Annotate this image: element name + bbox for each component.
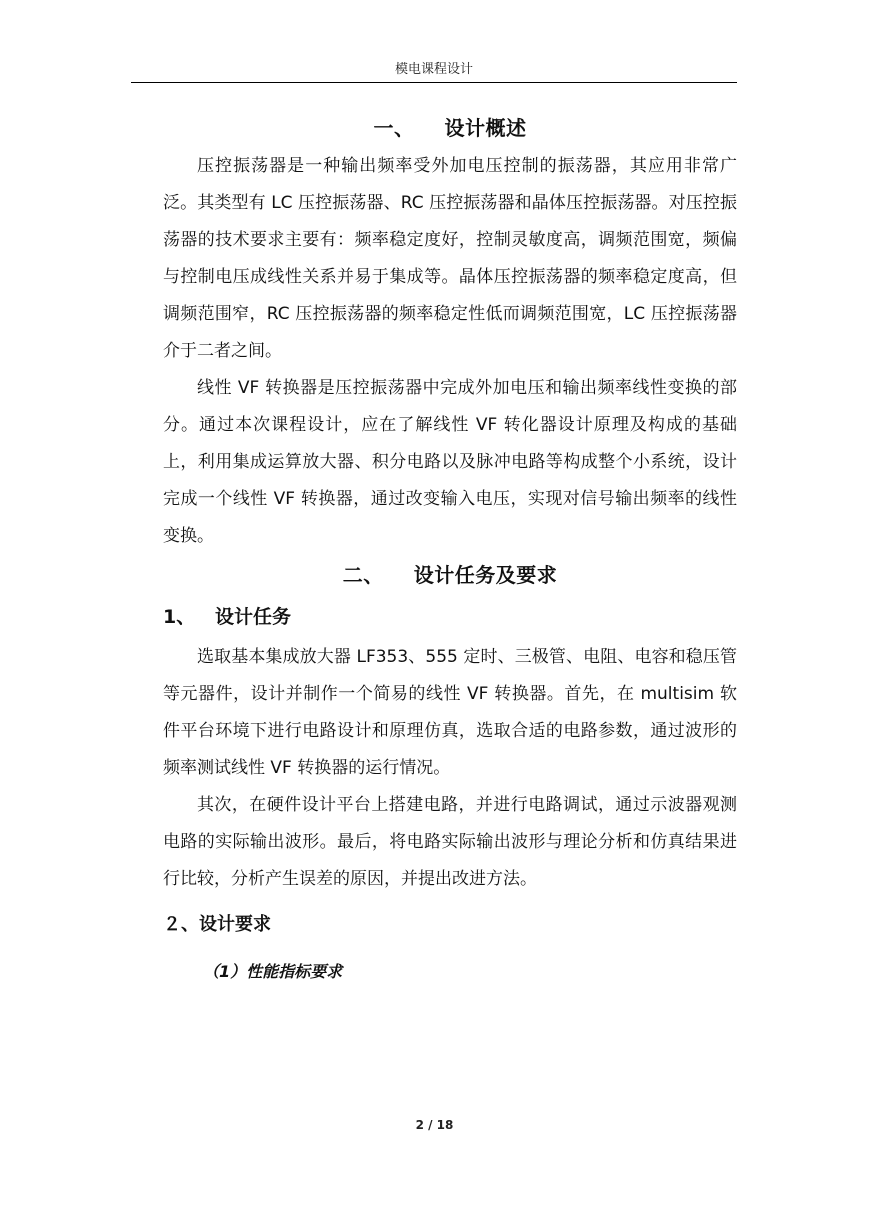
subsection1-number: 1、	[163, 606, 196, 628]
subsection2-title: ２、设计要求	[163, 914, 271, 935]
subsection2-item-heading	[163, 952, 737, 992]
page-number-text: 2 / 18	[415, 1118, 454, 1132]
page-content	[163, 108, 737, 992]
section1-body	[163, 148, 737, 555]
section2-title: 设计任务及要求	[413, 563, 558, 587]
section1-title: 设计概述	[444, 116, 527, 140]
subsection2-item-title: （1）性能指标要求	[203, 962, 343, 981]
paragraph: 压控振荡器是一种输出频率受外加电压控制的振荡器，其应用非常广泛。其类型有 LC 压控振荡器、RC 压控振荡器和晶体压控振荡器。对压控振荡器的技术要求主要有：频率稳定度好，控制灵敏度高，调频范围宽，频偏与控制电压成线性关系并易于集成等。晶体压控振荡器的频率稳定度高，但调频范围窄，RC 压控振荡器的频率稳定性低而调频范围宽，LC 压控振荡器介于二者之间。	[163, 156, 737, 361]
header-title: 模电课程设计	[394, 62, 473, 77]
page-header	[131, 58, 737, 83]
paragraph: 其次，在硬件设计平台上搭建电路，并进行电路调试，通过示波器观测电路的实际输出波形。最后，将电路实际输出波形与理论分析和仿真结果进行比较，分析产生误差的原因，并提出改进方法。	[163, 795, 737, 889]
page-number	[0, 1118, 869, 1132]
section2-number: 二、	[342, 563, 384, 587]
paragraph: 线性 VF 转换器是压控振荡器中完成外加电压和输出频率线性变换的部分。通过本次课程设计，应在了解线性 VF 转化器设计原理及构成的基础上，利用集成运算放大器、积分电路以及脉冲电路等构成整个小系统，设计完成一个线性 VF 转换器，通过改变输入电压，实现对信号输出频率的线性变换。	[163, 378, 737, 546]
paragraph: 选取基本集成放大器 LF353、555 定时、三极管、电阻、电容和稳压管等元器件，设计并制作一个简易的线性 VF 转换器。首先，在 multisim 软件平台环境下进行电路设计和原理仿真，选取合适的电路参数，通过波形的频率测试线性 VF 转换器的运行情况。	[163, 647, 737, 778]
section2-heading	[163, 555, 737, 595]
subsection2-heading	[163, 898, 737, 952]
subsection1-body	[163, 639, 737, 898]
section1-heading	[163, 108, 737, 148]
section1-number: 一、	[373, 116, 415, 140]
subsection1-title: 设计任务	[215, 606, 292, 628]
subsection1-heading	[163, 595, 737, 639]
